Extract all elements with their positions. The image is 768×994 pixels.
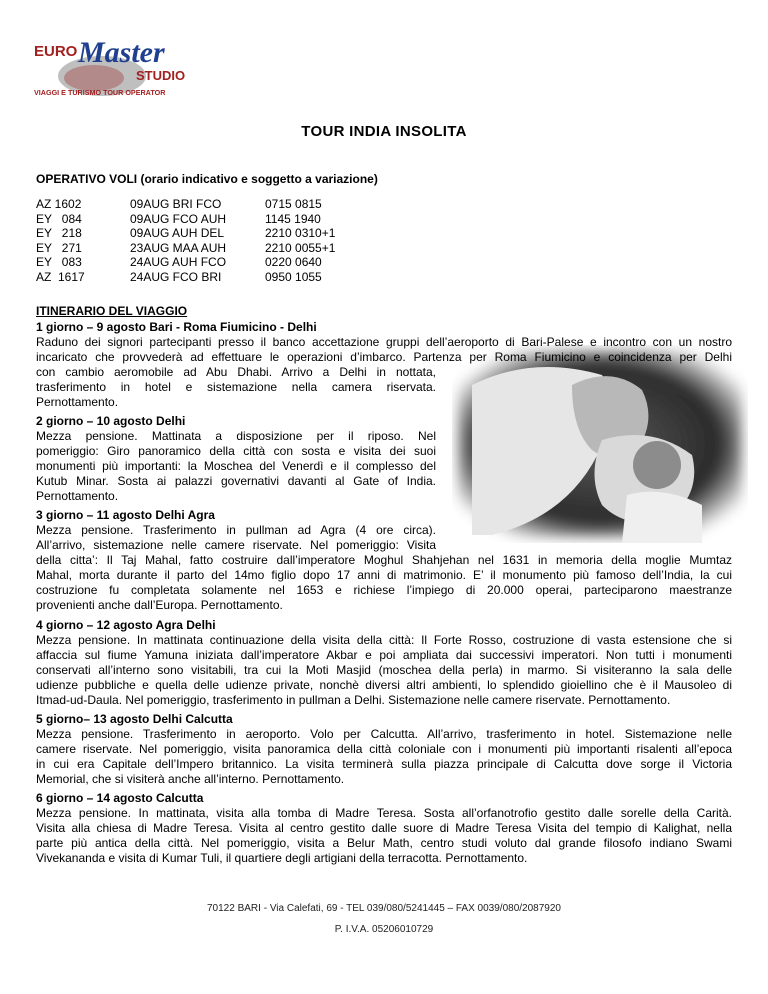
day-1-section — [36, 320, 732, 410]
day-text-line: Mahal, morta durante il parto del 14mo figlio dopo 17 anni di matrimonio. E’ il monumento più famoso dell’India, la cui — [36, 568, 732, 582]
day-heading: 4 giorno – 12 agosto Agra Delhi — [36, 618, 216, 632]
day-text-line: costruzione fu completata solamente nel 1653 e richiese l’impiego di 20.000 operai, parteciparono maestranze — [36, 583, 732, 597]
flight-row: AZ 1602 09AUG BRI FCO 0715 0815 — [36, 197, 322, 211]
day-text-line: Mezza pensione. Trasferimento in pullman ad Agra (4 ore circa). — [36, 523, 436, 537]
itinerary-heading: ITINERARIO DEL VIAGGIO — [36, 304, 188, 318]
day-text-line: incaricato che provvederà ad effettuare le operazioni d’imbarco. Partenza per Roma Fiumicino e coincidenza per Delhi — [36, 350, 732, 364]
day-text-line: provenienti anche dall’Europa. Pernottamento. — [36, 598, 283, 612]
day-text-line: camere riservate. Nel pomeriggio, visita panoramica della città coloniale con i monumenti più importanti risalenti all’epoca — [36, 742, 732, 756]
flights-heading: OPERATIVO VOLI (orario indicativo e soggetto a variazione) — [36, 172, 378, 186]
day-3-section — [36, 508, 732, 613]
logo-studio-text: STUDIO — [136, 68, 186, 83]
day-text-line: Mezza pensione. In mattinata continuazione della visita della città: Il Forte Rosso, costruzione di vasta estensione che si — [36, 633, 732, 647]
page-title: TOUR INDIA INSOLITA — [301, 123, 467, 140]
day-text-line: con cambio aeromobile ad Abu Dhabi. Arrivo a Delhi in nottata, — [36, 365, 436, 379]
day-2-section — [36, 414, 436, 504]
day-text-line: conservati all’interno sono visitabili, tra cui la Moti Masjid (moschea della perla) in marmo. Si visiteranno la sala delle — [36, 663, 732, 677]
day-text-line: Pernottamento. — [36, 489, 119, 503]
footer-address: 70122 BARI - Via Calefati, 69 - TEL 039/080/5241445 – FAX 0039/080/2087920 — [207, 903, 561, 914]
day-text-line: Mezza pensione. In mattinata, visita alla tomba di Madre Teresa. Sosta all’orfanotrofio gestito dalle sorelle della Carità. — [36, 806, 732, 820]
flight-row: EY 218 09AUG AUH DEL 2210 0310+1 — [36, 226, 336, 241]
day-text-line: della citta’: Il Taj Mahal, fatto costruire dall’imperatore Moghul Shahjehan nel 1631 in memoria della moglie Mumtaz — [36, 553, 732, 567]
day-text-line: Mezza pensione. Mattinata a disposizione per il riposo. Nel — [36, 429, 436, 443]
logo-master-text: Master — [78, 38, 165, 69]
day-heading: 1 giorno – 9 agosto Bari - Roma Fiumicino - Delhi — [36, 320, 317, 334]
day-heading: 2 giorno – 10 agosto Delhi — [36, 414, 186, 428]
day-text-line: in cui era Capitale dell’Impero britannico. La visita terminerà sulla piazza principale di Calcutta dove sorge il Victoria — [36, 757, 732, 771]
day-text-line: Mezza pensione. Trasferimento in aeroporto. Volo per Calcutta. All’arrivo, trasferimento in hotel. Sistemazione nelle — [36, 727, 732, 741]
day-text-line: affaccia sul fiume Yamuna iniziata dall’imperatore Akbar e poi ampliata dai successivi imperatori. Non tutti i monumenti — [36, 648, 732, 662]
flight-row: AZ 1617 24AUG FCO BRI 0950 1055 — [36, 269, 322, 284]
day-5-section — [36, 712, 732, 787]
logo-tagline-text: VIAGGI E TURISMO TOUR OPERATOR — [34, 88, 166, 97]
day-heading: 3 giorno – 11 agosto Delhi Agra — [36, 508, 215, 522]
day-heading: 6 giorno – 14 agosto Calcutta — [36, 791, 204, 805]
day-text-line: monumenti più importanti: la Moschea del Venerdì e il complesso del — [36, 459, 436, 473]
logo-euro-text: EURO — [34, 43, 78, 60]
flight-row: EY 271 23AUG MAA AUH 2210 0055+1 — [36, 240, 336, 255]
flights-table — [36, 197, 335, 285]
day-text-line: Raduno dei signori partecipanti presso il banco accettazione gruppi dell’aeroporto di Bari-Palese e incontro con un nostro — [36, 335, 732, 349]
day-text-line: pomeriggio: Giro panoramico della città con sosta e visita dei suoi — [36, 444, 436, 458]
day-text-line: Itmad-ud-Daula. Nel pomeriggio, trasferimento in pullman a Delhi. Sistemazione nelle camere riservate. Pernottamento. — [36, 693, 671, 707]
day-heading: 5 giorno– 13 agosto Delhi Calcutta — [36, 712, 233, 726]
day-text-line: All’arrivo, sistemazione nelle camere riservate. Nel pomeriggio: Visita — [36, 538, 436, 552]
day-6-section — [36, 791, 732, 866]
footer-vat: P. I.V.A. 05206010729 — [334, 924, 434, 935]
day-text-line: Vivekananda e visita di Kumar Tuli, il quartiere degli artigiani della terracotta. Pernottamento. — [36, 851, 528, 865]
day-text-line: Pernottamento. — [36, 395, 119, 409]
flight-row: EY 083 24AUG AUH FCO 0220 0640 — [36, 255, 322, 270]
day-text-line: Memorial, che si visiterà anche all’interno. Pernottamento. — [36, 772, 345, 786]
day-text-line: udienze pubbliche e quella delle udienze private, nonchè diversi altri ambienti, lo splendido gioiellino che è il Mausoleo di — [36, 678, 732, 692]
day-text-line: Kutub Minar. Sosta ai palazzi governativi davanti al Gate of India. — [36, 474, 436, 488]
day-text-line: parte più antica della città. Nel pomeriggio, visita a Belur Math, centro studi voluto dal grande filosofo indiano Swami — [36, 836, 732, 850]
flight-row: EY 084 09AUG FCO AUH 1145 1940 — [36, 211, 321, 226]
day-text-line: Visita alla chiesa di Madre Teresa. Visita al centro gestito dalle suore di Madre Teresa Visita del tempio di Kalighat, nella — [36, 821, 732, 835]
day-text-line: trasferimento in hotel e sistemazione nella camera riservata. — [36, 380, 436, 394]
day-4-section — [36, 618, 732, 708]
company-logo — [34, 38, 194, 98]
